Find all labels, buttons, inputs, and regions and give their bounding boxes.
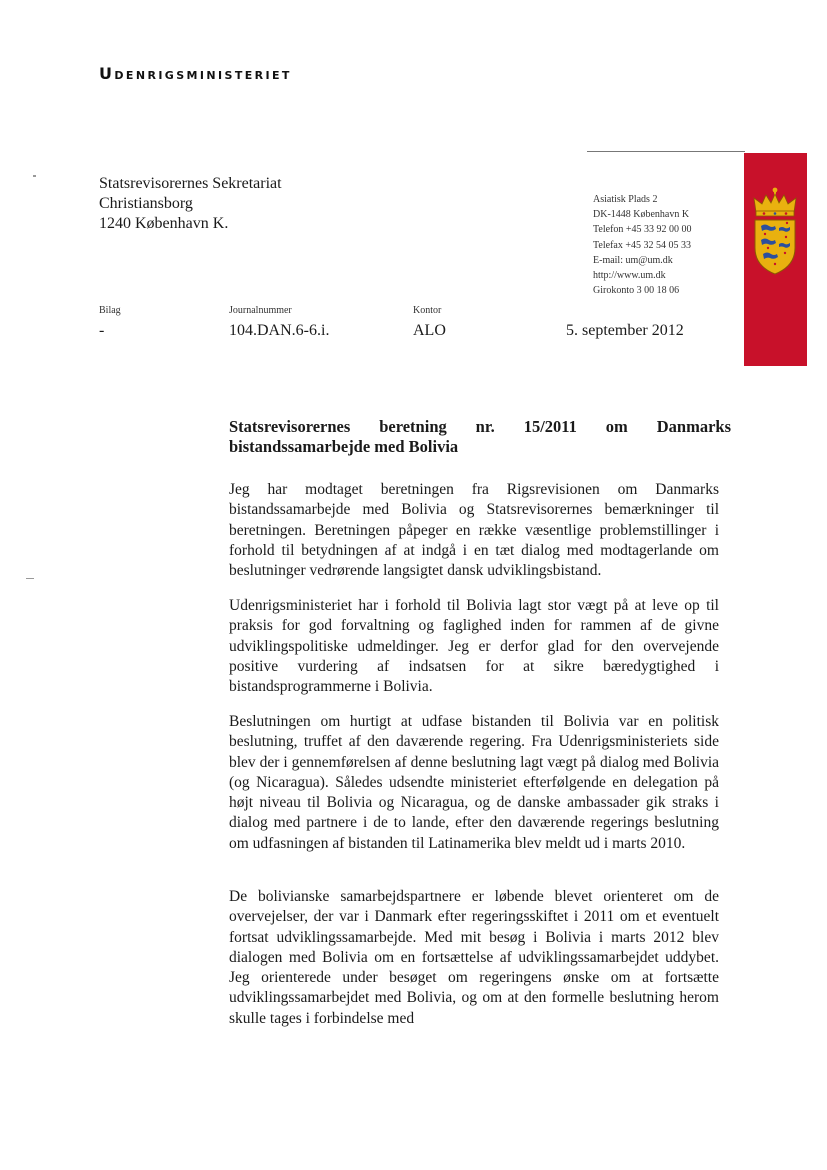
recipient-address — [99, 174, 282, 234]
contact-line: Telefax +45 32 54 05 33 — [593, 239, 691, 251]
contact-line: E-mail: um@um.dk — [593, 254, 673, 266]
contact-line: http://www.um.dk — [593, 270, 666, 282]
kontor-value: ALO — [413, 322, 446, 339]
body-paragraph: Udenrigsministeriet har i forhold til Bolivia lagt stor vægt på at leve op til praksis for god forvaltning og faglighed inden for rammen af de givne udviklingspolitiske udmeldinger. Jeg er derfor glad for den overvejende positive vurdering af indsatsen for at sikre bæredygtighed i bistandsprogrammerne i Bolivia. — [229, 597, 719, 696]
bilag-value: - — [99, 322, 105, 339]
body-paragraph: Beslutningen om hurtigt at udfase bistanden til Bolivia var en politisk beslutning, truffet af den daværende regering. Fra Udenrigsministeriets side blev der i gennemførelsen af denne beslutning lagt vægt på dialog med Bolivia (og Nicaragua). Således udsendte ministeriet efterfølgende en delegation på højt niveau til Bolivia og Nicaragua, og de danske ambassader gik straks i dialog med partnere i de to lande, efter den daværende regerings beslutning om udfasningen af bistanden til Latinamerika blev meldt ud i marts 2010. — [229, 713, 719, 852]
body-paragraph: Jeg har modtaget beretningen fra Rigsrevisionen om Danmarks bistandssamarbejde med Bolivia og Statsrevisorernes bemærkninger til beretningen. Beretningen påpeger en række væsentlige problemstillinger i forhold til betydningen af at indgå i en tæt dialog med modtagerlande om beslutninger vedrørende langsigtet dansk udviklingsbistand. — [229, 481, 719, 580]
recipient-line: Statsrevisorernes Sekretariat — [99, 175, 282, 192]
scan-speck — [26, 578, 34, 579]
contact-divider — [587, 151, 745, 152]
bilag-label: Bilag — [99, 305, 121, 316]
contact-line: Asiatisk Plads 2 — [593, 194, 658, 205]
body-paragraph: De bolivianske samarbejdspartnere er løbende blevet orienteret om de overvejelser, der var i Danmark efter regeringsskiftet i 2011 om et eventuelt fortsat udviklingssamarbejde. Med mit besøg i Bolivia i marts 2012 blev dialogen med Bolivia om en fortsættelse af udviklingssamarbejdet uddybet. Jeg orienterede under besøget om regeringens ønske om at fortsætte udviklingssamarbejdet med Bolivia, og om at den formelle beslutning herom skulle tages i forbindelse med — [229, 888, 719, 1027]
journal-number: 104.DAN.6-6.i. — [229, 322, 330, 339]
contact-line: Telefon +45 33 92 00 00 — [593, 224, 692, 236]
contact-block — [593, 192, 692, 298]
letter-heading: Statsrevisorernes beretning nr. 15/2011 om Danmarks bistandssamarbejde med Bolivia — [229, 417, 731, 456]
kontor-label: Kontor — [413, 305, 442, 316]
ministry-name: Udenrigsministeriet — [99, 64, 292, 83]
contact-line: DK-1448 København K — [593, 209, 690, 221]
recipient-line: 1240 København K. — [99, 215, 229, 232]
contact-line: Girokonto 3 00 18 06 — [593, 285, 680, 297]
letter-date: 5. september 2012 — [566, 322, 684, 339]
recipient-line: Christiansborg — [99, 195, 193, 212]
journal-label: Journalnummer — [229, 305, 292, 316]
scan-speck — [33, 175, 36, 177]
danish-coat-of-arms-icon — [752, 186, 798, 276]
